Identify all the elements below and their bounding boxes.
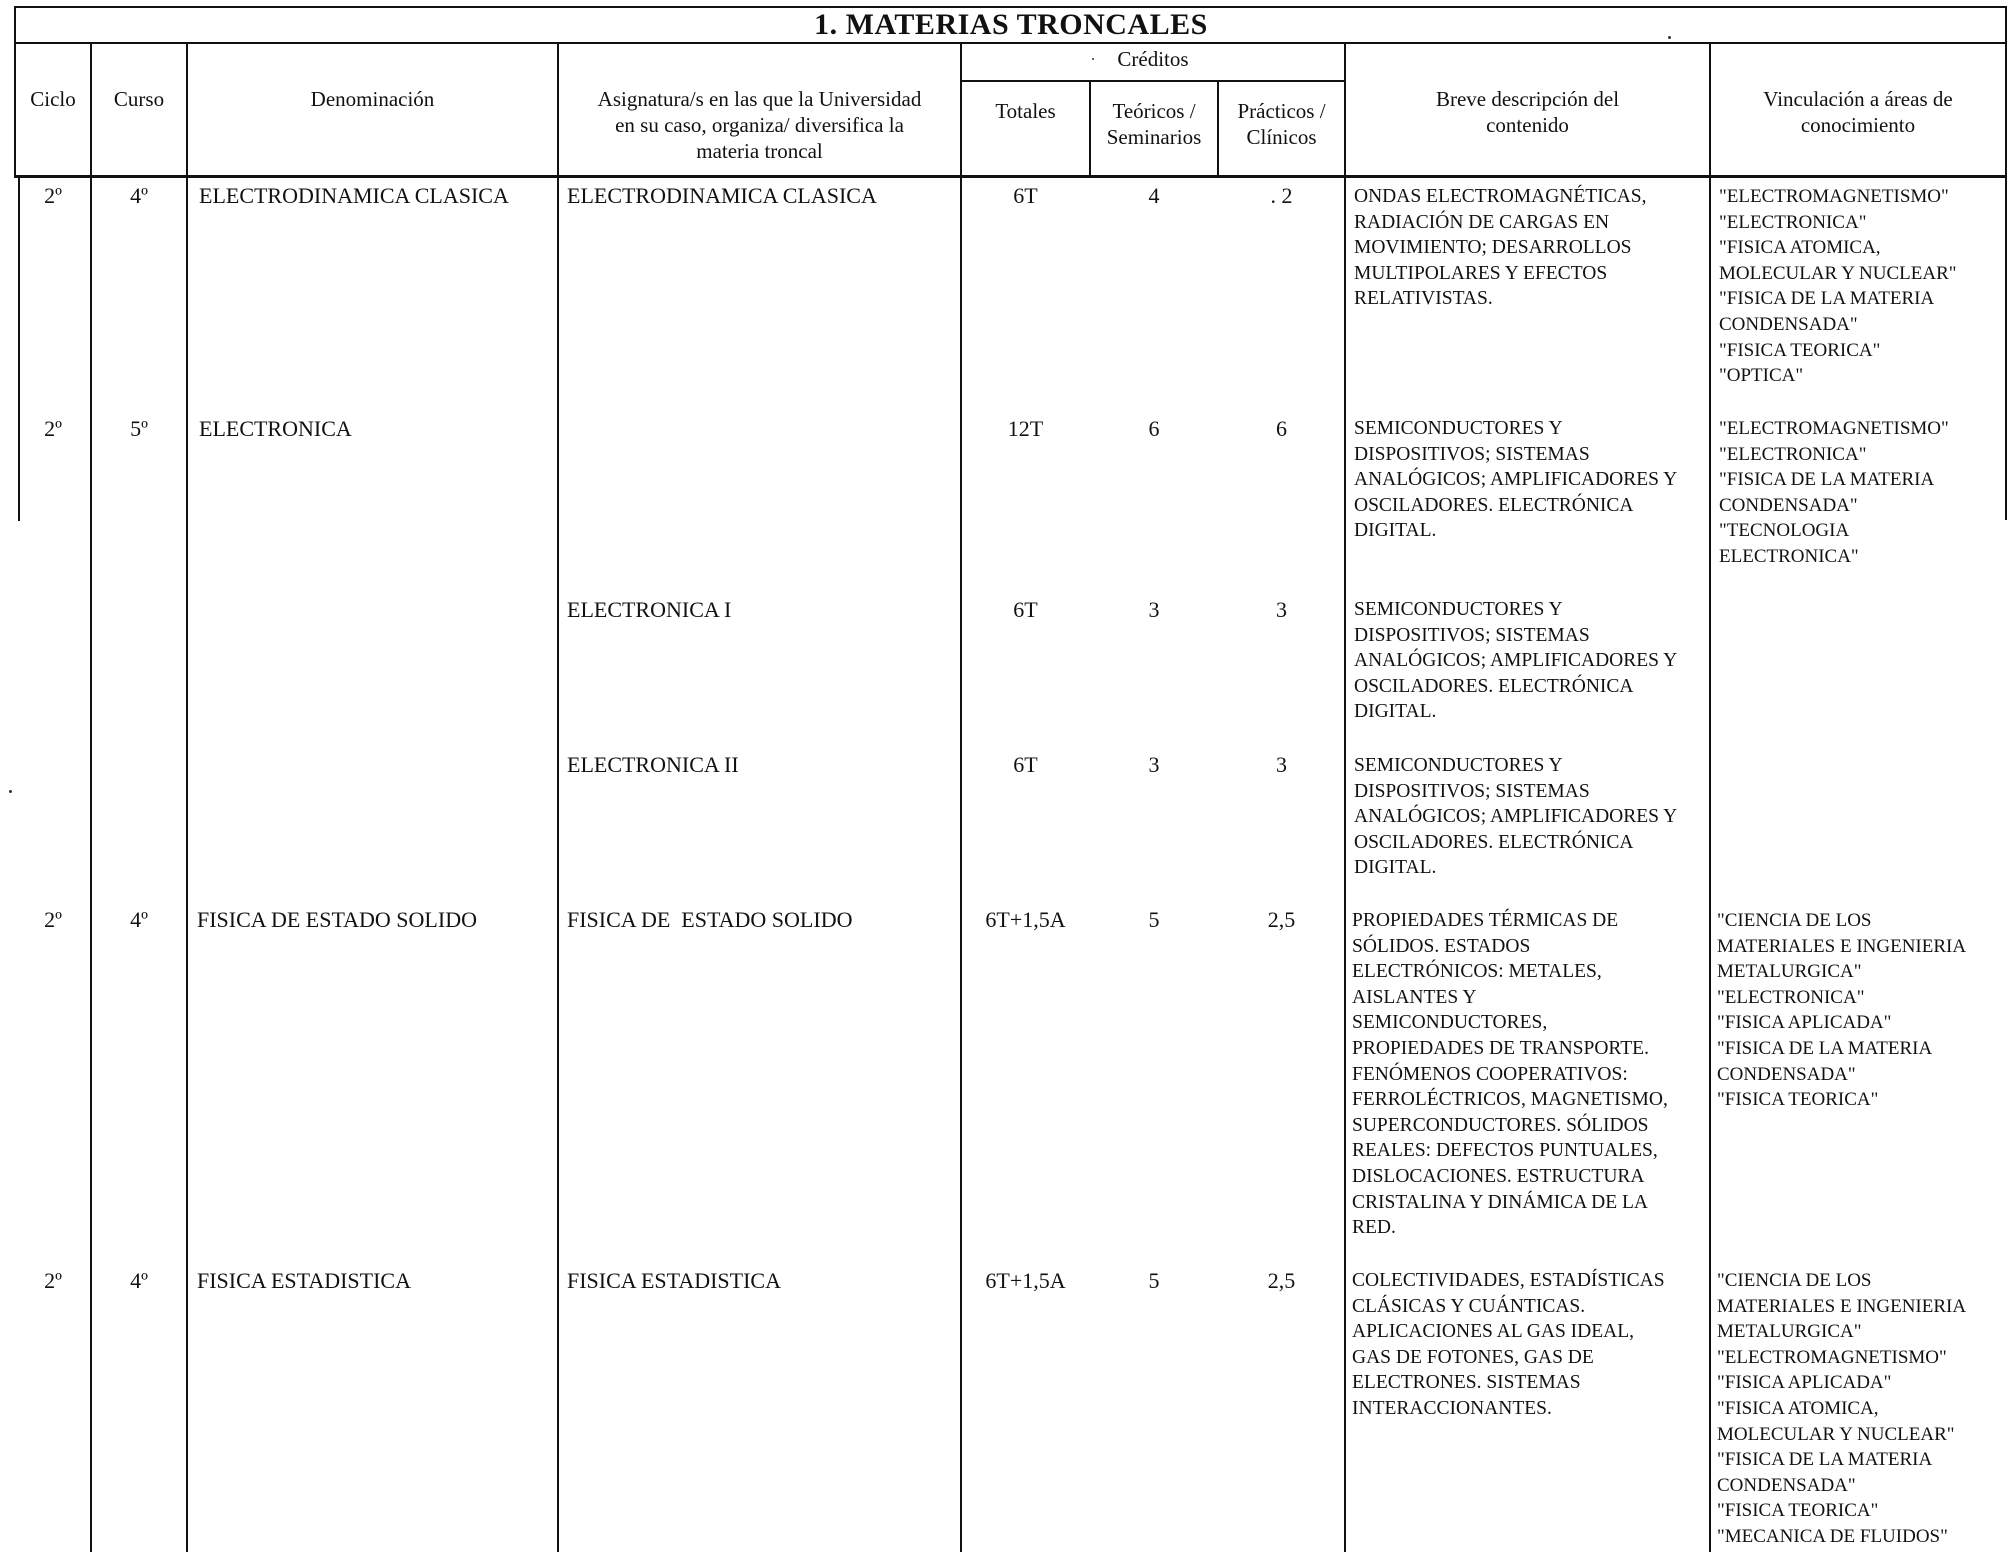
creditos-subheader-rule [961, 80, 1344, 82]
curso-cell: 4º [130, 183, 148, 208]
vinculacion-cell: "CIENCIA DE LOS MATERIALES E INGENIERIA METALURGICA" "ELECTROMAGNETISMO" "FISICA APLICADA" "FISICA ATOMICA, MOLECULAR Y NUCLEAR" "FISICA DE LA MATERIA CONDENSADA" "FISICA TEORICA" "MECANICA DE FLUIDOS" [1717, 1270, 1967, 1547]
descripcion-cell: PROPIEDADES TÉRMICAS DE SÓLIDOS. ESTADOS ELECTRÓNICOS: METALES, AISLANTES Y SEMICONDUCTORES, PROPIEDADES DE TRANSPORTE. FENÓMENOS COOPERATIVOS: FERROLÉCTRICOS, MAGNETISMO, SUPERCONDUCTORES. SÓLIDOS REALES: DEFECTOS PUNTUALES, DISLOCACIONES. ESTRUCTURA CRISTALINA Y DINÁMICA DE LA RED. [1352, 910, 1668, 1239]
curso-cell: 4º [130, 1268, 148, 1293]
header-practicos: Prácticos / Clínicos [1237, 99, 1326, 149]
title-bottom-rule [14, 42, 2006, 44]
vinculacion-cell: "ELECTROMAGNETISMO" "ELECTRONICA" "FISICA DE LA MATERIA CONDENSADA" "TECNOLOGIA ELECTRONICA" [1719, 418, 1949, 567]
totales-cell: 6T [1013, 183, 1038, 208]
vinculacion-cell: "CIENCIA DE LOS MATERIALES E INGENIERIA METALURGICA" "ELECTRONICA" "FISICA APLICADA" "FISICA DE LA MATERIA CONDENSADA" "FISICA TEORICA" [1717, 910, 1967, 1111]
ciclo-cell: 2º [44, 416, 62, 441]
header-bottom-rule [14, 175, 2006, 178]
totales-cell: 6T+1,5A [985, 907, 1066, 932]
asignatura-cell: ELECTRODINAMICA CLASICA [567, 183, 877, 208]
denominacion-cell: FISICA ESTADISTICA [197, 1268, 411, 1293]
practicos-cell: 6 [1276, 416, 1287, 441]
descripcion-cell: SEMICONDUCTORES Y DISPOSITIVOS; SISTEMAS ANALÓGICOS; AMPLIFICADORES Y OSCILADORES. ELECTRÓNICA DIGITAL. [1354, 755, 1678, 879]
header-teoricos: Teóricos / Seminarios [1106, 99, 1202, 149]
right-border [2005, 6, 2007, 520]
practicos-cell: 2,5 [1267, 1268, 1296, 1293]
teoricos-cell: 3 [1148, 597, 1160, 622]
section-title: 1. MATERIAS TRONCALES [814, 8, 1208, 41]
header-vinculacion: Vinculación a áreas de conocimiento [1763, 87, 1953, 137]
col-rule-descripcion [1709, 42, 1711, 1552]
header-creditos: Créditos [1117, 47, 1189, 71]
practicos-cell: 3 [1276, 752, 1287, 777]
practicos-cell: 3 [1276, 597, 1287, 622]
header-denominacion: Denominación [310, 87, 435, 111]
denominacion-cell: ELECTRONICA [199, 416, 352, 441]
practicos-cell: . 2 [1270, 183, 1293, 208]
totales-cell: 6T [1013, 752, 1038, 777]
teoricos-cell: 4 [1148, 183, 1160, 208]
scan-speck [1092, 58, 1094, 60]
header-ciclo: Ciclo [30, 87, 76, 111]
totales-cell: 6T [1013, 597, 1038, 622]
header-curso: Curso [113, 87, 165, 111]
ciclo-cell: 2º [44, 1268, 62, 1293]
header-asignatura: Asignatura/s en las que la Universidad en su caso, organiza/ diversifica la materia troncal [597, 87, 922, 163]
vinculacion-cell: "ELECTROMAGNETISMO" "ELECTRONICA" "FISICA ATOMICA, MOLECULAR Y NUCLEAR" "FISICA DE LA MATERIA CONDENSADA" "FISICA TEORICA" "OPTICA" [1719, 186, 1957, 387]
curso-cell: 4º [130, 907, 148, 932]
teoricos-cell: 6 [1148, 416, 1160, 441]
ciclo-cell: 2º [44, 907, 62, 932]
practicos-cell: 2,5 [1267, 907, 1296, 932]
col-rule-ciclo [90, 42, 92, 1552]
scan-speck [1668, 36, 1671, 39]
col-rule-curso [186, 42, 188, 1552]
totales-cell: 12T [1007, 416, 1044, 441]
teoricos-cell: 5 [1148, 907, 1160, 932]
teoricos-cell: 3 [1148, 752, 1160, 777]
col-rule-practicos [1344, 42, 1346, 1552]
ciclo-cell: 2º [44, 183, 62, 208]
left-border-lower [18, 176, 20, 521]
asignatura-cell: FISICA ESTADISTICA [567, 1268, 781, 1293]
header-totales: Totales [995, 99, 1056, 123]
scan-speck [9, 790, 12, 793]
descripcion-cell: COLECTIVIDADES, ESTADÍSTICAS CLÁSICAS Y CUÁNTICAS. APLICACIONES AL GAS IDEAL, GAS DE FOTONES, GAS DE ELECTRONES. SISTEMAS INTERACCIONANTES. [1352, 1270, 1665, 1419]
header-descripcion: Breve descripción del contenido [1435, 87, 1620, 137]
teoricos-cell: 5 [1148, 1268, 1160, 1293]
asignatura-cell: FISICA DE ESTADO SOLIDO [567, 907, 853, 932]
descripcion-cell: ONDAS ELECTROMAGNÉTICAS, RADIACIÓN DE CARGAS EN MOVIMIENTO; DESARROLLOS MULTIPOLARES Y EFECTOS RELATIVISTAS. [1354, 186, 1647, 310]
denominacion-cell: FISICA DE ESTADO SOLIDO [197, 907, 477, 932]
totales-cell: 6T+1,5A [985, 1268, 1066, 1293]
descripcion-cell: SEMICONDUCTORES Y DISPOSITIVOS; SISTEMAS ANALÓGICOS; AMPLIFICADORES Y OSCILADORES. ELECTRÓNICA DIGITAL. [1354, 418, 1678, 542]
col-rule-asignatura [960, 42, 962, 1552]
asignatura-cell: ELECTRONICA II [567, 752, 739, 777]
denominacion-cell: ELECTRODINAMICA CLASICA [199, 183, 509, 208]
asignatura-cell: ELECTRONICA I [567, 597, 732, 622]
col-rule-denominacion [557, 42, 559, 1552]
descripcion-cell: SEMICONDUCTORES Y DISPOSITIVOS; SISTEMAS ANALÓGICOS; AMPLIFICADORES Y OSCILADORES. ELECTRÓNICA DIGITAL. [1354, 599, 1678, 723]
curso-cell: 5º [130, 416, 148, 441]
